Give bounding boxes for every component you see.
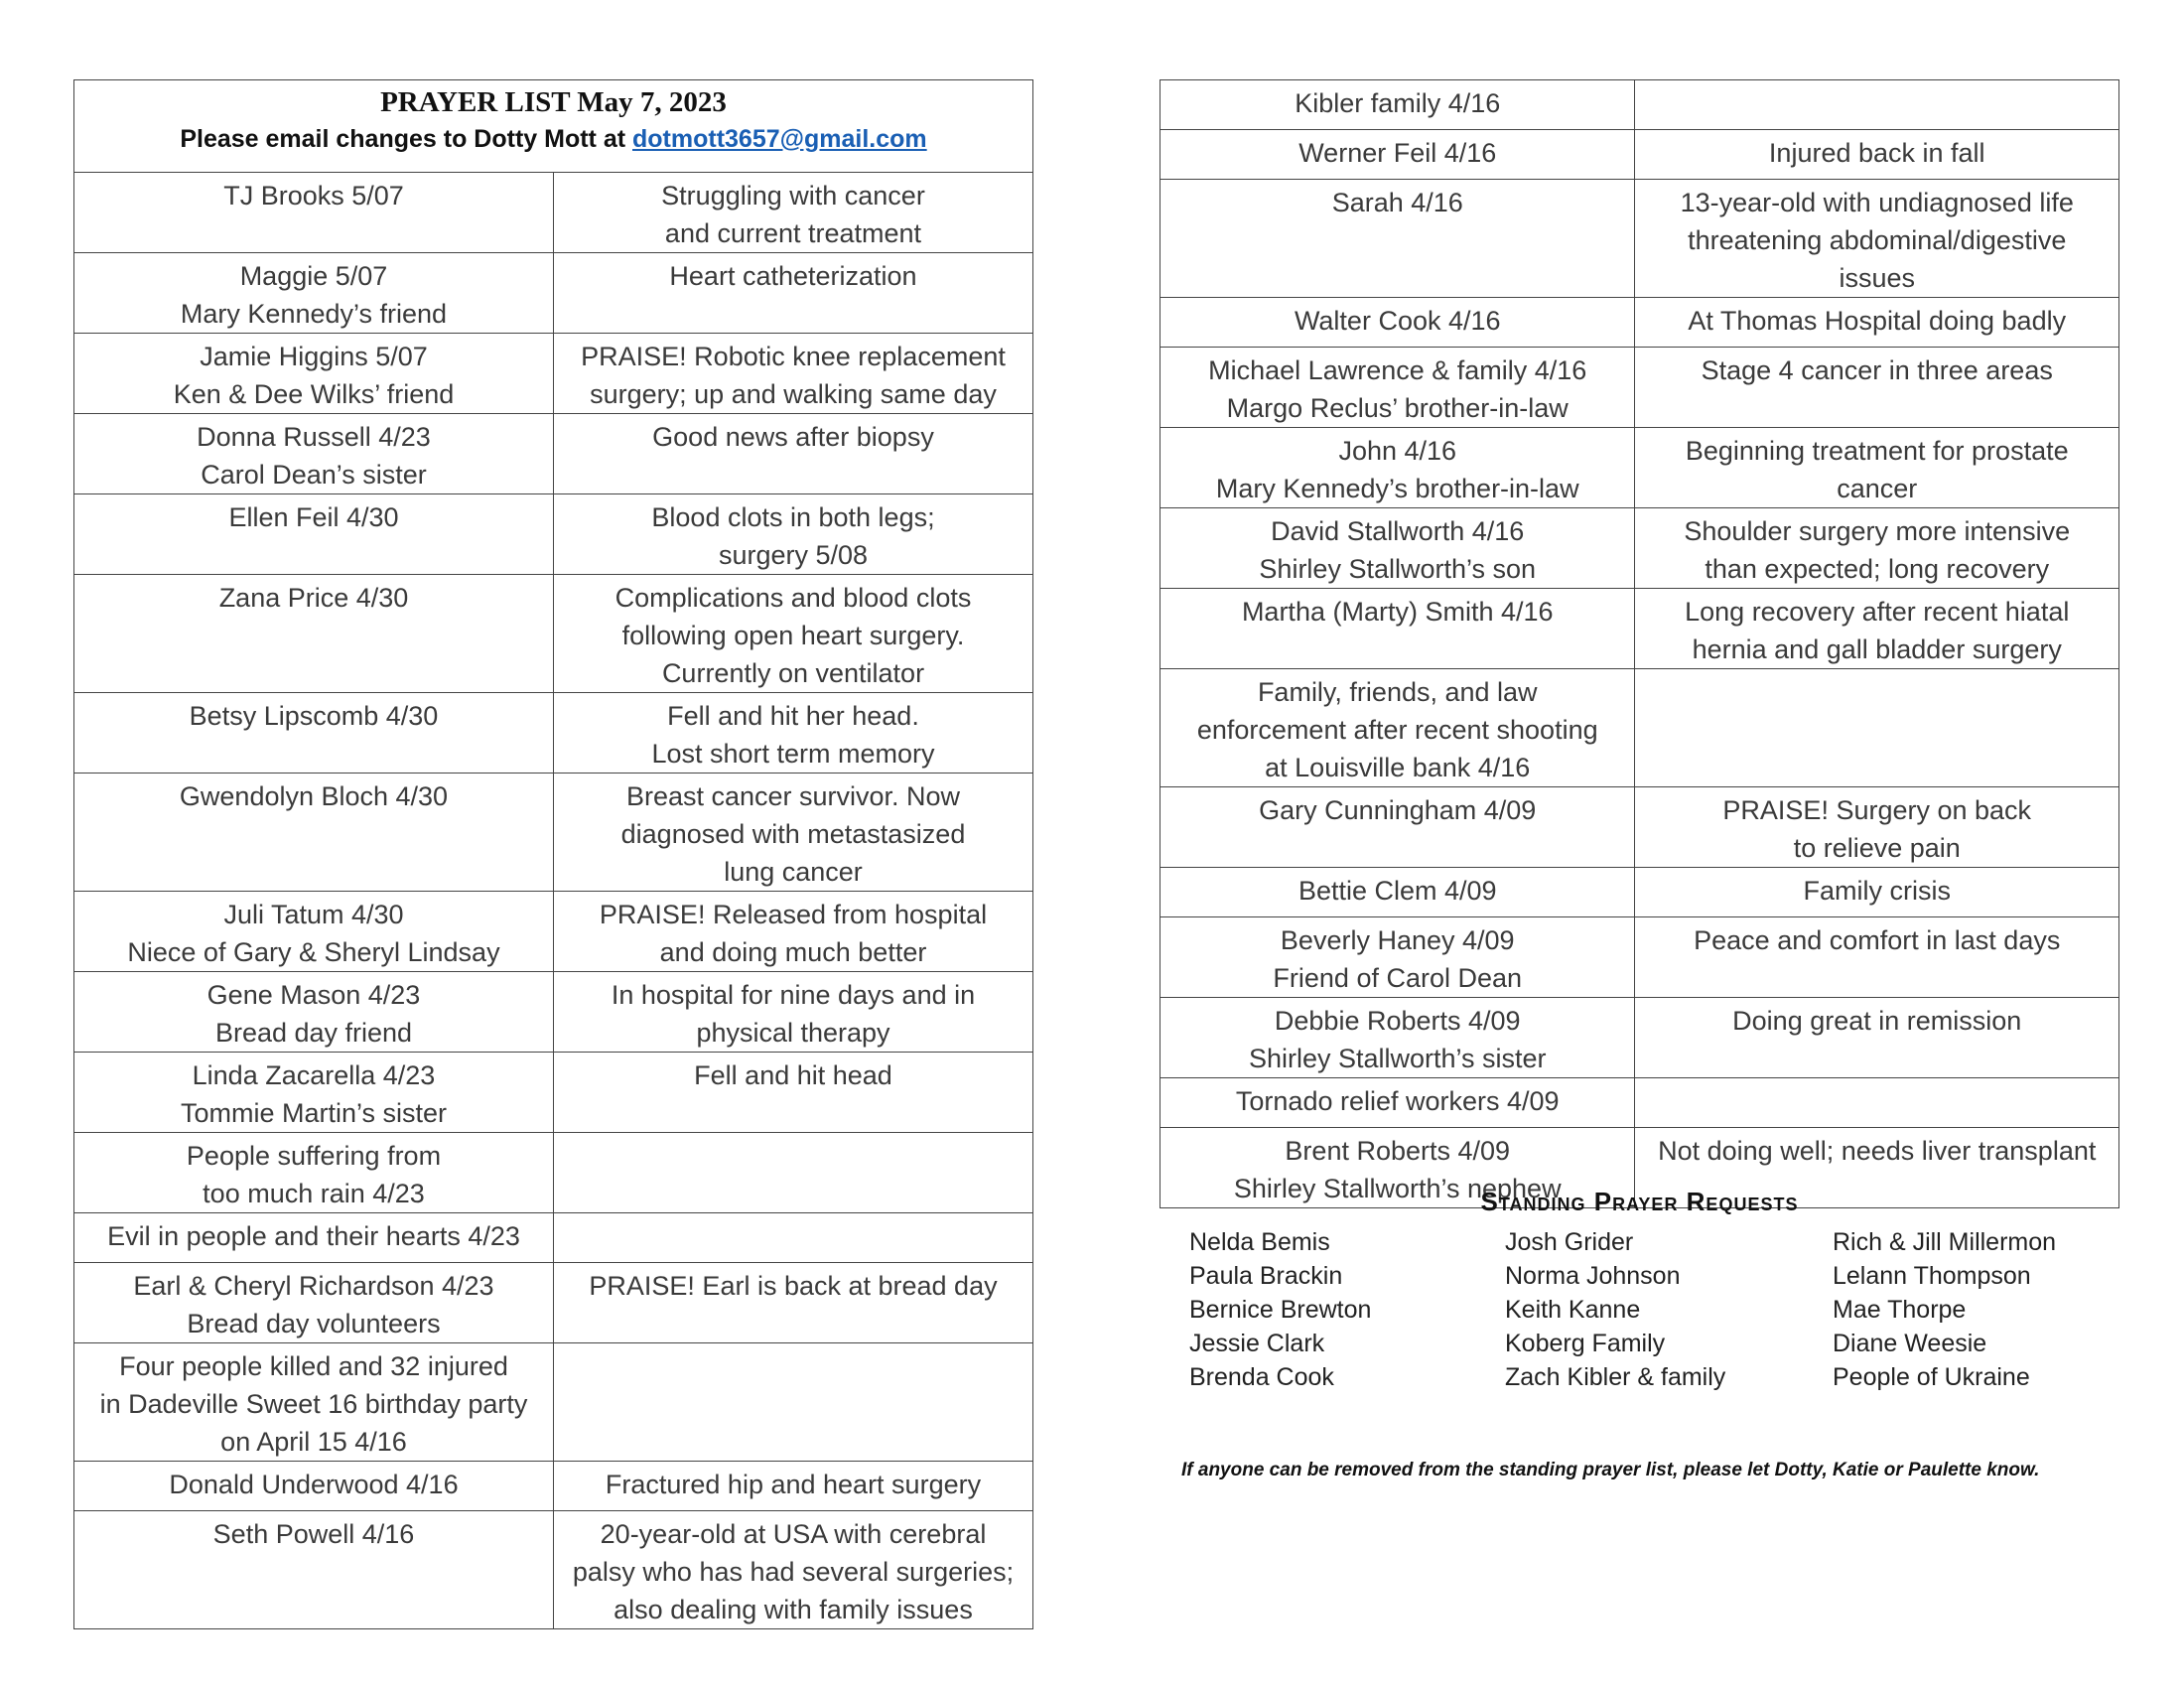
standing-request-item: Rich & Jill Millermon [1833,1228,2057,1256]
request-name-cell [1160,787,1635,868]
request-name-line: Michael Lawrence & family 4/16 [1208,355,1587,385]
standing-request-item: Nelda Bemis [1189,1228,1330,1256]
table-row [74,1511,1033,1629]
request-name-cell [1160,180,1635,298]
standing-request-item: Bernice Brewton [1189,1296,1372,1324]
request-note-cell [1635,589,2119,669]
request-note-line: 13-year-old with undiagnosed life [1680,188,2074,217]
request-name-line: Four people killed and 32 injured [119,1351,508,1381]
request-name-line: at Louisville bank 4/16 [1265,753,1531,782]
request-note-cell [1635,508,2119,589]
request-note-line: Heart catheterization [669,261,917,291]
request-note-line: At Thomas Hospital doing badly [1688,306,2067,336]
request-name-cell [74,972,554,1053]
request-note-line: than expected; long recovery [1705,554,2050,584]
request-name-line: Bettie Clem 4/09 [1297,876,1497,906]
table-row [74,1263,1033,1343]
table-row [74,972,1033,1053]
request-name-line: Shirley Stallworth’s nephew [1233,1174,1562,1203]
standing-request-item: Paula Brackin [1189,1262,1343,1290]
request-note-cell [1635,1078,2119,1128]
request-note-cell [1635,348,2119,428]
request-name-cell [74,575,554,693]
standing-prayer-requests [1160,1187,2119,1394]
table-row [74,774,1033,892]
request-name-cell [1160,130,1635,180]
request-note-line: Peace and comfort in last days [1694,925,2061,955]
request-note-line: following open heart surgery. [621,621,965,650]
request-note-cell [554,892,1033,972]
request-note-line: Not doing well; needs liver transplant [1658,1136,2097,1166]
standing-column-1 [1189,1225,1505,1394]
request-name-line: Evil in people and their hearts 4/23 [107,1221,520,1251]
request-note-cell [1635,917,2119,998]
request-name-line: Niece of Gary & Sheryl Lindsay [127,937,500,967]
standing-column-2 [1505,1225,1833,1394]
request-name-line: in Dadeville Sweet 16 birthday party [99,1389,528,1419]
standing-request-item: People of Ukraine [1833,1363,2030,1391]
request-note-line: threatening abdominal/digestive [1688,225,2067,255]
email-instruction [80,122,1026,156]
request-note-line: Fell and hit her head. [667,701,919,731]
request-name-cell [1160,80,1635,130]
prayer-list-header [74,80,1033,173]
table-row [1160,348,2119,428]
request-note-line: PRAISE! Surgery on back [1722,795,2032,825]
request-name-line: Beverly Haney 4/09 [1280,925,1515,955]
standing-request-item: Jessie Clark [1189,1330,1325,1357]
request-note-line: surgery 5/08 [718,540,869,570]
request-name-line: Walter Cook 4/16 [1294,306,1501,336]
request-name-cell [74,1053,554,1133]
request-note-cell [1635,180,2119,298]
request-note-cell [554,1263,1033,1343]
request-note-cell [1635,428,2119,508]
request-name-cell [1160,428,1635,508]
request-name-cell [1160,508,1635,589]
request-name-cell [74,1343,554,1462]
standing-title: Standing Prayer Requests [1480,1187,1799,1216]
request-name-cell [74,774,554,892]
table-row [1160,298,2119,348]
request-name-line: Zana Price 4/30 [218,583,409,613]
request-name-line: Donald Underwood 4/16 [169,1470,459,1499]
request-note-line: Stage 4 cancer in three areas [1701,355,2053,385]
request-name-line: Werner Feil 4/16 [1298,138,1497,168]
table-row [1160,917,2119,998]
request-name-line: Gene Mason 4/23 [206,980,421,1010]
request-name-line: Donna Russell 4/23 [197,422,431,452]
request-name-line: Margo Reclus’ brother-in-law [1226,393,1569,423]
request-name-line: Jamie Higgins 5/07 [200,342,428,371]
footnote: If anyone can be removed from the standing prayer list, please let Dotty, Katie or Paulette know. [1181,1460,2040,1480]
request-note-cell [554,575,1033,693]
request-note-cell [554,414,1033,494]
table-row [1160,589,2119,669]
request-note-cell [554,774,1033,892]
request-note-line: Breast cancer survivor. Now [625,781,961,811]
request-name-cell [74,334,554,414]
request-name-cell [74,1462,554,1511]
table-row [74,334,1033,414]
request-note-cell [554,1462,1033,1511]
request-name-line: Bread day friend [214,1018,413,1048]
request-name-line: Seth Powell 4/16 [212,1519,415,1549]
request-note-line: physical therapy [696,1018,890,1048]
prayer-list-table-left [73,79,1033,1629]
request-note-line: Complications and blood clots [614,583,972,613]
request-name-cell [1160,1078,1635,1128]
request-name-line: John 4/16 [1338,436,1457,466]
table-row [1160,130,2119,180]
email-link[interactable]: dotmott3657@gmail.com [632,125,927,153]
standing-request-item: Norma Johnson [1505,1262,1681,1290]
table-row [74,1213,1033,1263]
request-note-line: Shoulder surgery more intensive [1684,516,2071,546]
request-note-cell [1635,80,2119,130]
table-row [1160,1078,2119,1128]
request-note-line: Currently on ventilator [661,658,925,688]
standing-request-item: Josh Grider [1505,1228,1634,1256]
request-note-line: Fractured hip and heart surgery [605,1470,982,1499]
request-name-line: Maggie 5/07 [239,261,388,291]
request-note-cell [554,253,1033,334]
table-row [74,494,1033,575]
standing-request-item: Diane Weesie [1833,1330,1987,1357]
request-name-line: Mary Kennedy’s friend [180,299,448,329]
request-note-cell [554,1133,1033,1213]
request-name-cell [1160,917,1635,998]
request-note-line: In hospital for nine days and in [611,980,976,1010]
request-name-cell [1160,868,1635,917]
table-row [74,173,1033,253]
request-name-line: Bread day volunteers [187,1309,441,1338]
request-note-cell [554,1343,1033,1462]
request-name-cell [1160,589,1635,669]
table-row [74,1343,1033,1462]
table-row [1160,80,2119,130]
header-row [74,80,1033,173]
table-row [74,1462,1033,1511]
request-note-line: PRAISE! Robotic knee replacement [581,342,1006,371]
prayer-list-table-right [1160,79,2119,1208]
request-note-cell [554,1213,1033,1263]
request-note-line: and doing much better [659,937,927,967]
request-name-line: Tornado relief workers 4/09 [1235,1086,1560,1116]
table-row [74,693,1033,774]
request-name-line: Family, friends, and law [1257,677,1538,707]
request-note-line: palsy who has had several surgeries; [572,1557,1015,1587]
request-note-cell [554,1511,1033,1629]
request-name-line: Tommie Martin’s sister [180,1098,448,1128]
request-note-line: also dealing with family issues [614,1595,973,1624]
request-name-line: Brent Roberts 4/09 [1285,1136,1511,1166]
request-note-cell [554,693,1033,774]
request-name-cell [74,693,554,774]
request-name-cell [1160,669,1635,787]
request-note-cell [554,334,1033,414]
request-name-line: Shirley Stallworth’s sister [1248,1044,1547,1073]
request-name-cell [74,253,554,334]
request-name-line: Juli Tatum 4/30 [223,900,404,929]
request-note-cell [1635,787,2119,868]
request-note-cell [554,494,1033,575]
standing-request-item: Mae Thorpe [1833,1296,1967,1324]
request-note-cell [1635,298,2119,348]
request-name-line: David Stallworth 4/16 [1271,516,1525,546]
request-name-line: enforcement after recent shooting [1196,715,1598,745]
request-name-line: too much rain 4/23 [203,1179,425,1208]
request-name-line: Kibler family 4/16 [1295,88,1501,118]
request-name-cell [74,1213,554,1263]
request-note-line: and current treatment [664,218,922,248]
request-note-cell [1635,868,2119,917]
request-name-line: on April 15 4/16 [220,1427,407,1457]
request-name-line: Debbie Roberts 4/09 [1274,1006,1521,1036]
request-name-cell [74,173,554,253]
standing-request-item: Lelann Thompson [1833,1262,2031,1290]
request-note-line: 20-year-old at USA with cerebral [600,1519,987,1549]
request-name-line: Mary Kennedy’s brother-in-law [1215,474,1579,503]
request-note-line: Fell and hit head [694,1060,892,1090]
table-row [74,1133,1033,1213]
request-name-line: Gary Cunningham 4/09 [1259,795,1537,825]
request-name-line: Earl & Cheryl Richardson 4/23 [133,1271,494,1301]
request-name-cell [74,1133,554,1213]
table-row [74,575,1033,693]
request-note-line: Doing great in remission [1732,1006,2022,1036]
request-note-line: PRAISE! Earl is back at bread day [589,1271,998,1301]
request-note-line: diagnosed with metastasized [620,819,966,849]
request-name-cell [74,494,554,575]
request-note-cell [554,173,1033,253]
request-name-line: TJ Brooks 5/07 [223,181,404,211]
standing-request-item: Koberg Family [1505,1330,1666,1357]
email-instruction-text: Please email changes to Dotty Mott at [180,125,632,153]
request-name-line: People suffering from [186,1141,442,1171]
request-note-line: Injured back in fall [1768,138,1985,168]
request-name-cell [74,1263,554,1343]
request-name-cell [1160,998,1635,1078]
request-name-line: Ken & Dee Wilks’ friend [173,379,455,409]
request-name-line: Sarah 4/16 [1331,188,1463,217]
request-name-line: Ellen Feil 4/30 [228,502,399,532]
request-note-line: Good news after biopsy [652,422,934,452]
table-row [74,253,1033,334]
request-name-cell [74,414,554,494]
request-note-line: lung cancer [724,857,863,887]
request-name-cell [1160,348,1635,428]
request-note-line: hernia and gall bladder surgery [1692,634,2062,664]
request-note-line: Long recovery after recent hiatal [1685,597,2070,627]
request-note-line: to relieve pain [1793,833,1961,863]
request-note-cell [1635,998,2119,1078]
standing-column-3 [1833,1225,2111,1394]
request-note-line: PRAISE! Released from hospital [599,900,988,929]
table-row [1160,998,2119,1078]
table-row [1160,787,2119,868]
table-row [74,414,1033,494]
request-note-line: Struggling with cancer [661,181,925,211]
request-note-cell [554,972,1033,1053]
table-row [74,1053,1033,1133]
request-note-line: Lost short term memory [651,739,935,769]
request-name-cell [74,892,554,972]
standing-request-item: Brenda Cook [1189,1363,1334,1391]
table-row [1160,508,2119,589]
request-name-line: Carol Dean’s sister [201,460,427,490]
request-name-line: Friend of Carol Dean [1273,963,1523,993]
request-note-line: cancer [1837,474,1918,503]
request-name-cell [74,1511,554,1629]
request-note-line: surgery; up and walking same day [590,379,997,409]
request-name-line: Martha (Marty) Smith 4/16 [1241,597,1554,627]
table-row [1160,180,2119,298]
request-note-line: Beginning treatment for prostate [1685,436,2069,466]
table-row [74,892,1033,972]
table-row [1160,669,2119,787]
standing-request-item: Zach Kibler & family [1505,1363,1726,1391]
request-note-line: Blood clots in both legs; [651,502,935,532]
request-name-line: Betsy Lipscomb 4/30 [189,701,439,731]
request-name-line: Shirley Stallworth’s son [1259,554,1537,584]
request-name-line: Gwendolyn Bloch 4/30 [179,781,449,811]
page-title: PRAYER LIST May 7, 2023 [380,86,727,118]
request-note-line: issues [1839,263,1915,293]
request-note-cell [554,1053,1033,1133]
table-row [1160,868,2119,917]
request-note-line: Family crisis [1803,876,1951,906]
request-note-cell [1635,130,2119,180]
standing-request-item: Keith Kanne [1505,1296,1641,1324]
request-name-line: Linda Zacarella 4/23 [192,1060,436,1090]
table-row [1160,428,2119,508]
request-name-cell [1160,298,1635,348]
request-note-cell [1635,669,2119,787]
